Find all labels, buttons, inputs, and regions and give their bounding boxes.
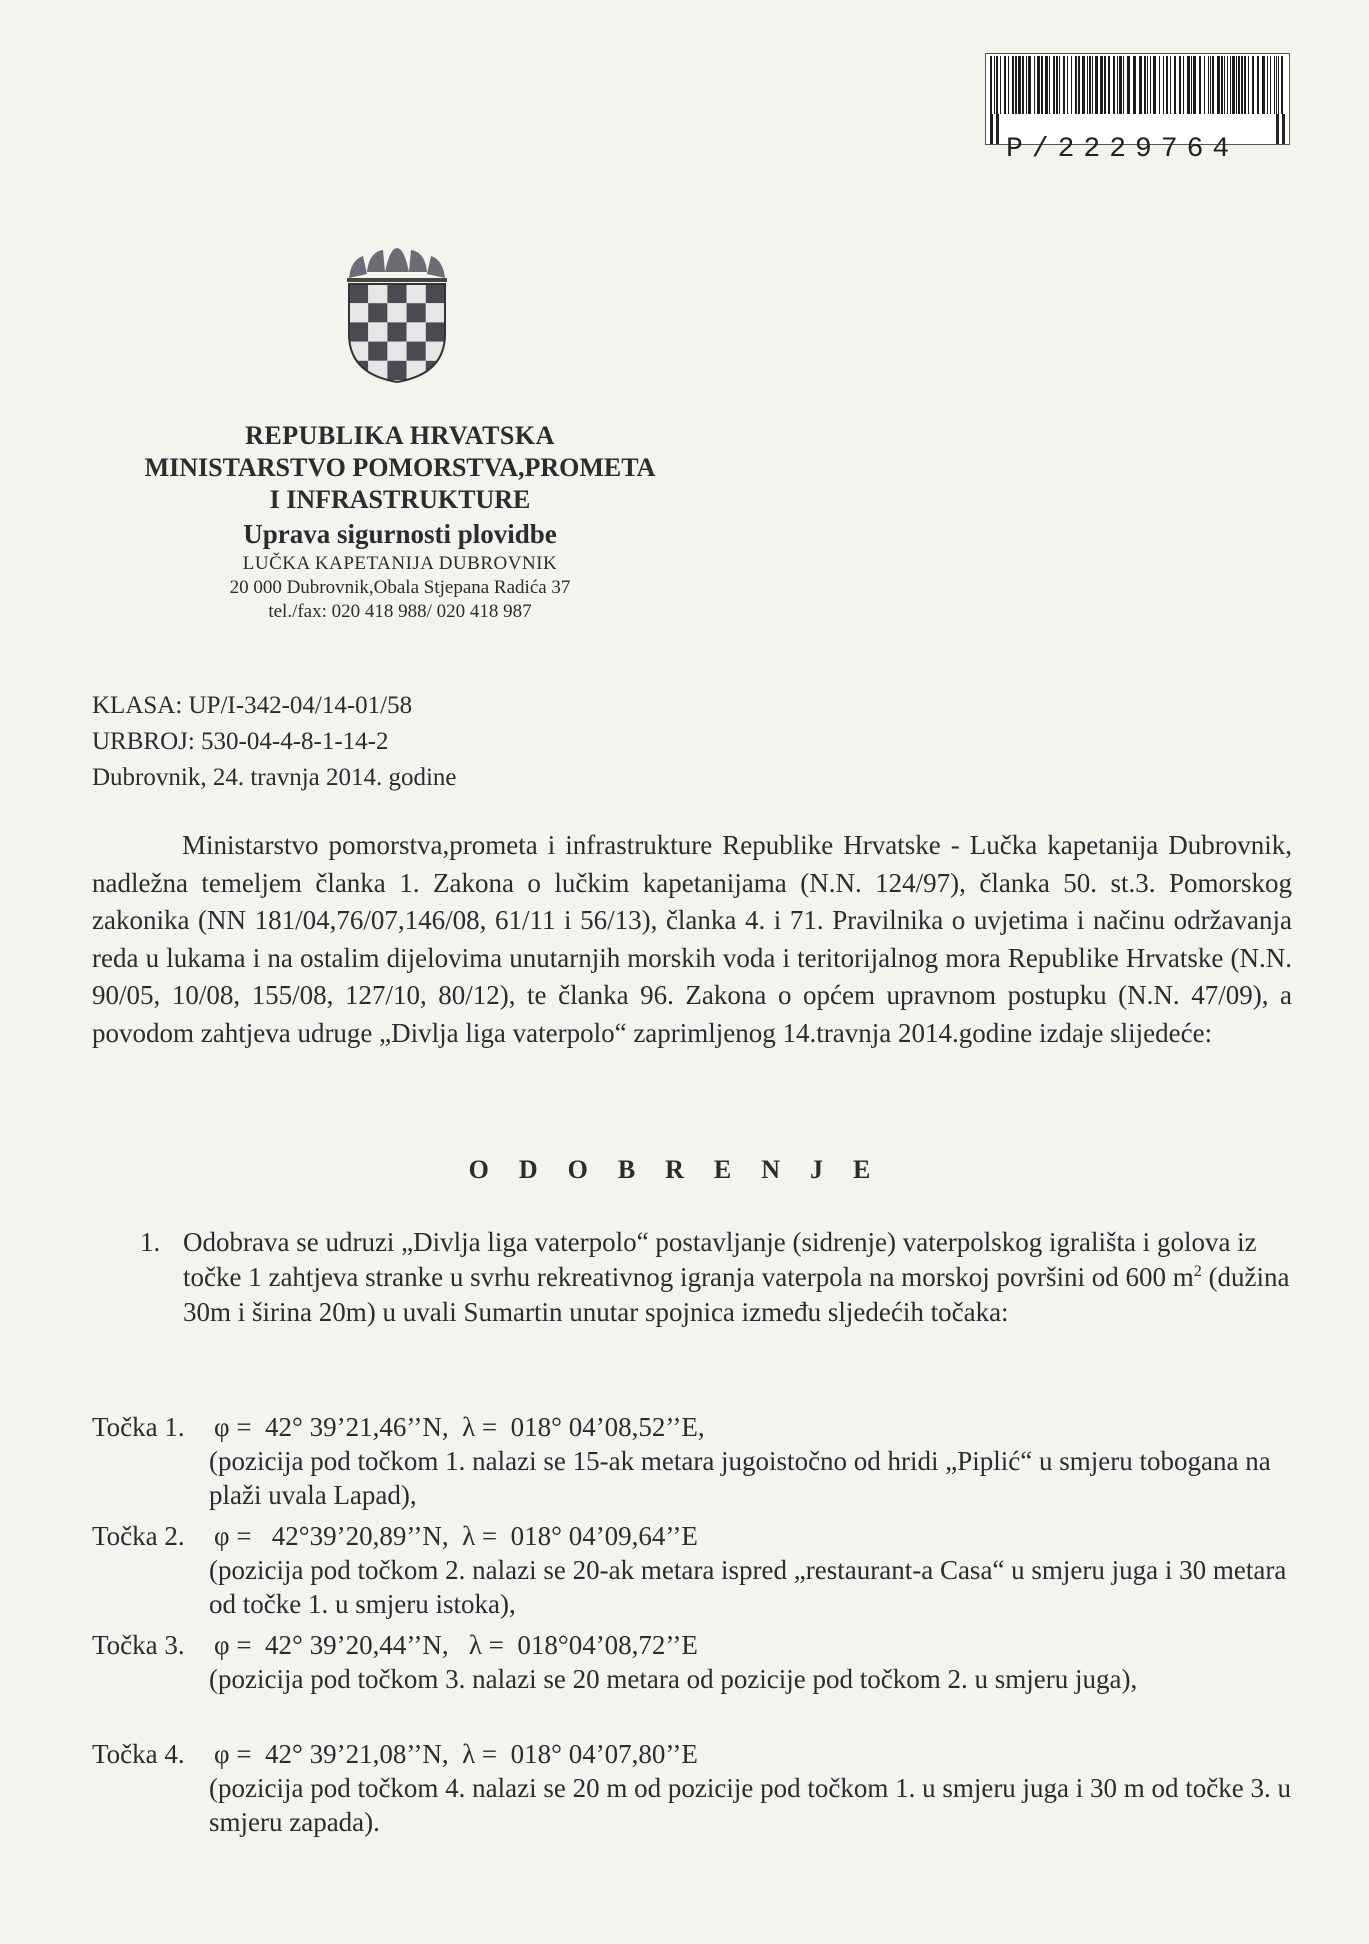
institution-header — [70, 420, 730, 624]
header-address: 20 000 Dubrovnik,Obala Stjepana Radića 37 — [229, 577, 571, 598]
point-description: (pozicija pod točkom 4. nalazi se 20 m od pozicije pod točkom 1. u smjeru juga i 30 m od točke 3. u smjeru zapada). — [209, 1773, 1292, 1837]
point-label: Točka 2. — [92, 1521, 185, 1551]
point-4 — [92, 1737, 1302, 1839]
point-label: Točka 1. — [92, 1412, 185, 1442]
intro-text: Ministarstvo pomorstva,prometa i infrastrukture Republike Hrvatske - Lučka kapetanija Dubrovnik, nadležna temeljem članka 1. Zakona o lučkim kapetanijama (N.N. 124/97), članka 50. st.3. Pomorskog zakonika (NN 181/04,76/07,146/08, 61/11 i 56/13), članka 4. i 71. Pravilnika o uvjetima i načinu održavanja reda u lukama i na ostalim dijelovima unutarnjih morskih voda i teritorijalnog mora Republike Hrvatske (N.N. 90/05, 10/08, 155/08, 127/10, 80/12), te članka 96. Zakona o općem upravnom postupku (N.N. 47/09), a povodom zahtjeva udruge „Divlja liga vaterpolo“ zaprimljenog 14.travnja 2014.godine izdaje slijedeće: — [92, 830, 1292, 1048]
point-description: (pozicija pod točkom 3. nalazi se 20 metara od pozicije pod točkom 2. u smjeru juga), — [209, 1664, 1138, 1694]
document-title: ODOBRENJE — [468, 1155, 901, 1184]
point-2 — [92, 1519, 1302, 1621]
klasa: KLASA: UP/I-342-04/14-01/58 — [92, 692, 413, 719]
item-text: Odobrava se udruzi „Divlja liga vaterpolo“ postavljanje (sidrenje) vaterpolskog igrališta i golova iz točke 1 zahtjeva stranke u svrhu rekreativnog igranja vaterpola na morskoj površini od 600 $m^2$ (dužina 30m i širina 20m) u uvali Sumartin unutar spojnica između sljedećih točaka: — [183, 1227, 1290, 1327]
header-ministry-cont: I INFRASTRUKTURE — [269, 485, 531, 514]
point-coordinates: φ = 42° 39’21,08’’N, λ = 018° 04’07,80’’E — [214, 1739, 698, 1769]
point-description: (pozicija pod točkom 1. nalazi se 15-ak metara jugoistočno od hridi „Piplić“ u smjeru tobogana na plaži uvala Lapad), — [209, 1446, 1271, 1510]
header-administration: Uprava sigurnosti plovidbe — [243, 519, 557, 549]
point-label: Točka 3. — [92, 1630, 185, 1660]
barcode-bars — [988, 56, 1288, 114]
barcode-number: P/2229764 — [1006, 134, 1239, 165]
point-1 — [92, 1410, 1302, 1512]
point-3 — [92, 1628, 1302, 1696]
point-coordinates: φ = 42° 39’20,44’’N, λ = 018°04’08,72’’E — [214, 1630, 698, 1660]
document-date: Dubrovnik, 24. travnja 2014. godine — [92, 764, 457, 791]
urbroj: URBROJ: 530-04-4-8-1-14-2 — [92, 728, 389, 755]
point-coordinates: φ = 42° 39’21,46’’N, λ = 018° 04’08,52’’E, — [214, 1412, 705, 1442]
item-1 — [140, 1225, 1290, 1330]
point-description: (pozicija pod točkom 2. nalazi se 20-ak metara ispred „restaurant-a Casa“ u smjeru juga i 30 metara od točke 1. u smjeru istoka), — [209, 1555, 1287, 1619]
barcode — [985, 53, 1290, 165]
item-number: 1. — [140, 1227, 161, 1257]
header-phone: tel./fax: 020 418 988/ 020 418 987 — [268, 601, 532, 622]
header-harbour-office: LUČKA KAPETANIJA DUBROVNIK — [242, 553, 558, 574]
header-ministry: MINISTARSTVO POMORSTVA,PROMETA — [144, 453, 656, 482]
point-label: Točka 4. — [92, 1739, 185, 1769]
intro-paragraph — [92, 827, 1292, 1052]
document-meta — [92, 688, 457, 796]
header-republic: REPUBLIKA HRVATSKA — [245, 421, 555, 450]
croatian-coat-of-arms-icon — [345, 248, 449, 384]
point-coordinates: φ = 42°39’20,89’’N, λ = 018° 04’09,64’’E — [214, 1521, 698, 1551]
